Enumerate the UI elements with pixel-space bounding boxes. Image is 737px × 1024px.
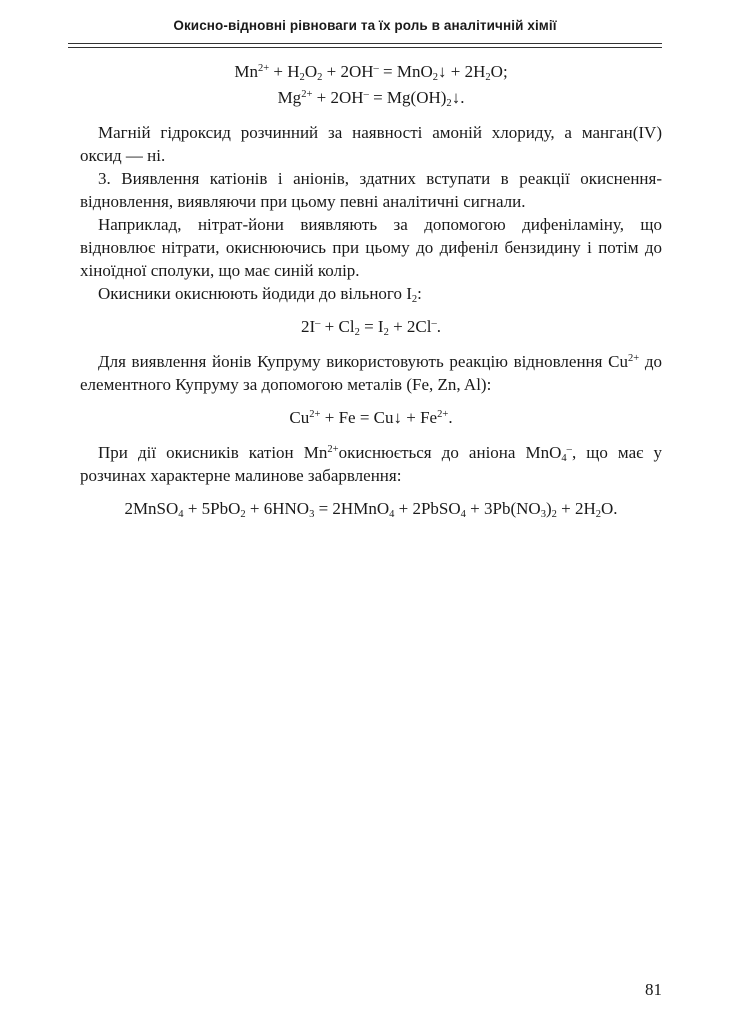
paragraph-permanganate: При дії окисників катіон $Mn^{2+}окиснюється$ до аніона MnO$_4$–, що має у розчинах характерне малинове забарвлення: xyxy=(80,443,662,485)
header-rule-thick xyxy=(68,47,662,48)
equation-magnesium-hydroxide: $Mg^{2+} + 2OH^-$ = $Mg(OH)_2↓$. xyxy=(277,88,465,109)
equation-permanganate-formation: 2MnSO$_4$ + $5PbO_2 + 6HNO_3$ = 2HMnO$_4$ + 2PbSO$_4$ + $3Pb(NO_3)_2 + 2H_2O$. xyxy=(124,499,618,520)
equation-copper: $Cu^{2+} + Fe$ = Cu↓ + $Fe^{2+}$. xyxy=(289,408,453,427)
equation-manganese-oxidation: $Mn^{2+} + H_2O_2 + 2OH^-$ = MnO$_2$↓ + $2H_2O$; xyxy=(234,62,508,83)
running-header: Окисно-відновні рівноваги та їх роль в аналітичній хімії xyxy=(173,18,557,33)
paragraph-iodide-oxidation: Окисники окиснюють йодиди до вільного $I_2$: xyxy=(98,284,422,305)
paragraph-point-3: 3. Виявлення катіонів і аніонів, здатних вступати в реакції окиснення-відновлення, виявляючи при цьому певні аналітичні сигнали. xyxy=(80,169,662,211)
page-body xyxy=(80,60,662,520)
paragraph-copper-detection: Для виявлення йонів Купруму використовують реакцію відновлення $Cu^{2+}$ до елементного Купруму за допомогою металів (Fe, Zn, Al): xyxy=(80,352,662,394)
paragraph-magnesium-hydroxide: Магній гідроксид розчинний за наявності амоній хлориду, а манган(IV) оксид — ні. xyxy=(80,123,662,165)
paragraph-nitrate-detection: Наприклад, нітрат-йони виявляють за допомогою дифеніламіну, що відновлює нітрати, окиснюючись при цьому до дифеніл бензидину і потім до хіноїдної сполуки, що має синій колір. xyxy=(80,215,662,280)
equation-iodine: $2I^- + Cl_2 = I_2 + 2Cl^-$. xyxy=(300,317,442,338)
page-number: 81 xyxy=(645,980,662,999)
header-rule-thin xyxy=(68,43,662,44)
